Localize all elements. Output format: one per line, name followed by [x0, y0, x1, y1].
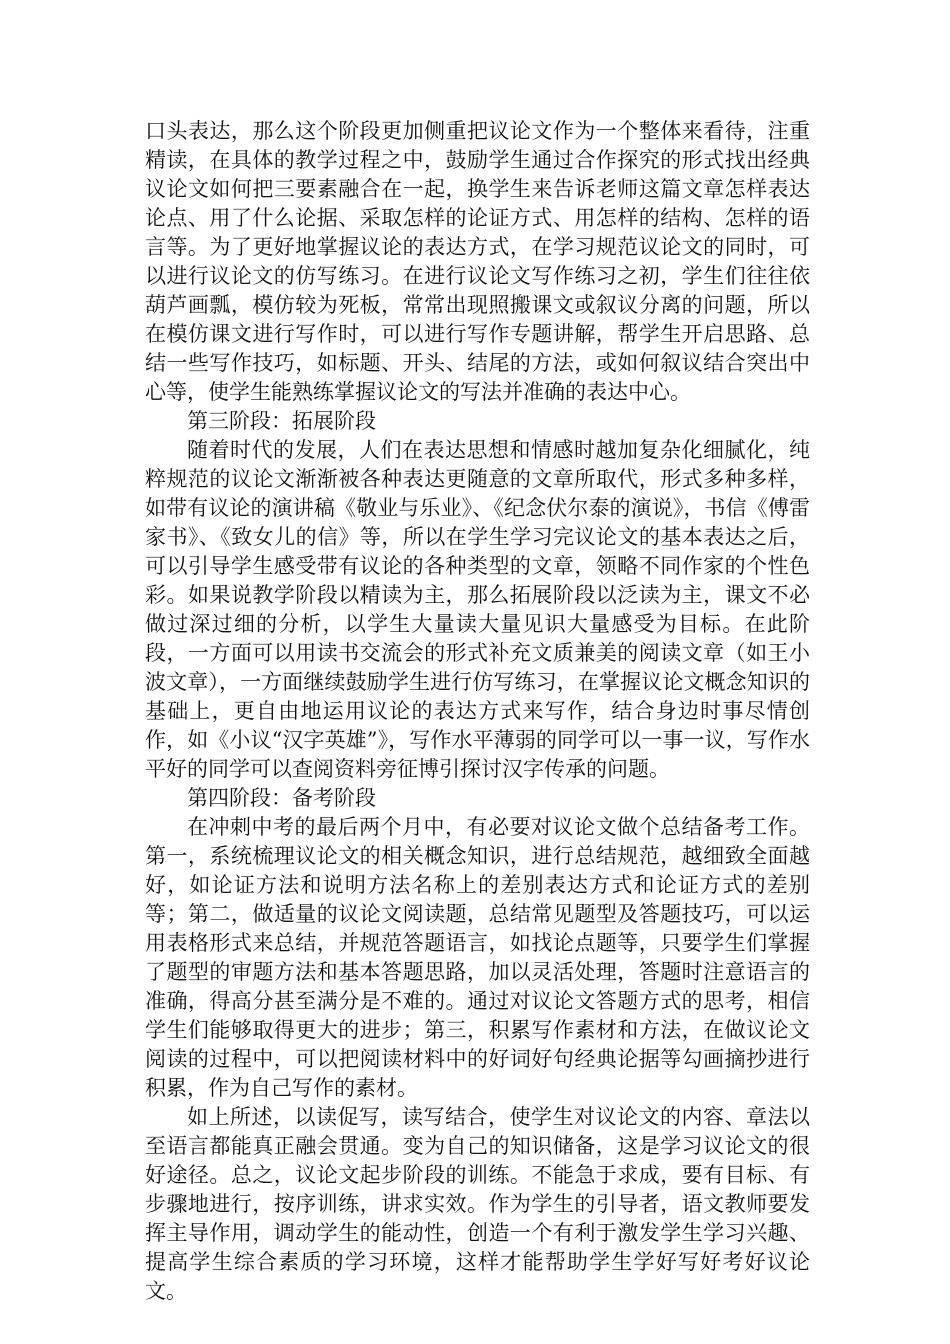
- section-heading-stage-four: 第四阶段：备考阶段: [187, 786, 376, 810]
- document-body: [145, 117, 810, 1306]
- paragraph-stage-three: 随着时代的发展，人们在表达思想和情感时越加复杂化细腻化，纯粹规范的议论文渐渐被各种表达更随意的文章所取代，形式多种多样，如带有议论的演讲稿《敬业与乐业》、《纪念伏尔泰的演说》，书信《傅雷家书》、《致女儿的信》等，所以在学生学习完议论文的基本表达之后，可以引导学生感受带有议论的各种类型的文章，领略不同作家的个性色彩。如果说教学阶段以精读为主，那么拓展阶段以泛读为主，课文不必做过深过细的分析，以学生大量读大量见识大量感受为目标。在此阶段，一方面可以用读书交流会的形式补充文质兼美的阅读文章（如王小波文章），一方面继续鼓励学生进行仿写练习，在掌握议论文概念知识的基础上，更自由地运用议论的表达方式来写作，结合身边时事尽情创作，如《小议“汉字英雄”》，写作水平薄弱的同学可以一事一议，写作水平好的同学可以查阅资料旁征博引探讨汉字传承的问题。: [145, 438, 810, 781]
- paragraph-stage-four: 在冲刺中考的最后两个月中，有必要对议论文做个总结备考工作。第一，系统梳理议论文的相关概念知识，进行总结规范，越细致全面越好，如论证方法和说明方法名称上的差别表达方式和论证方式的差别等；第二，做适量的议论文阅读题，总结常见题型及答题技巧，可以运用表格形式来总结，并规范答题语言，如找论点题等，只要学生们掌握了题型的审题方法和基本答题思路，加以灵活处理，答题时注意语言的准确，得高分甚至满分是不难的。通过对议论文答题方式的思考，相信学生们能够取得更大的进步；第三，积累写作素材和方法，在做议论文阅读的过程中，可以把阅读材料中的好词好句经典论据等勾画摘抄进行积累，作为自己写作的素材。: [145, 815, 810, 1100]
- paragraph-conclusion: 如上所述，以读促写，读写结合，使学生对议论文的内容、章法以至语言都能真正融会贯通。变为自己的知识储备，这是学习议论文的很好途径。总之，议论文起步阶段的训练。不能急于求成，要有目标、有步骤地进行，按序训练，讲求实效。作为学生的引导者，语文教师要发挥主导作用，调动学生的能动性，创造一个有利于激发学生学习兴趣、提高学生综合素质的学习环境，这样才能帮助学生学好写好考好议论文。: [145, 1105, 810, 1303]
- paragraph-continuation: 口头表达，那么这个阶段更加侧重把议论文作为一个整体来看待，注重精读，在具体的教学过程之中，鼓励学生通过合作探究的形式找出经典议论文如何把三要素融合在一起，换学生来告诉老师这篇文章怎样表达论点、用了什么论据、采取怎样的论证方式、用怎样的结构、怎样的语言等。为了更好地掌握议论的表达方式，在学习规范议论文的同时，可以进行议论文的仿写练习。在进行议论文写作练习之初，学生们往往依葫芦画瓢，模仿较为死板，常常出现照搬课文或叙议分离的问题，所以在模仿课文进行写作时，可以进行写作专题讲解，帮学生开启思路、总结一些写作技巧，如标题、开头、结尾的方法，或如何叙议结合突出中心等，使学生能熟练掌握议论文的写法并准确的表达中心。: [145, 119, 810, 404]
- section-heading-stage-three: 第三阶段：拓展阶段: [187, 409, 376, 433]
